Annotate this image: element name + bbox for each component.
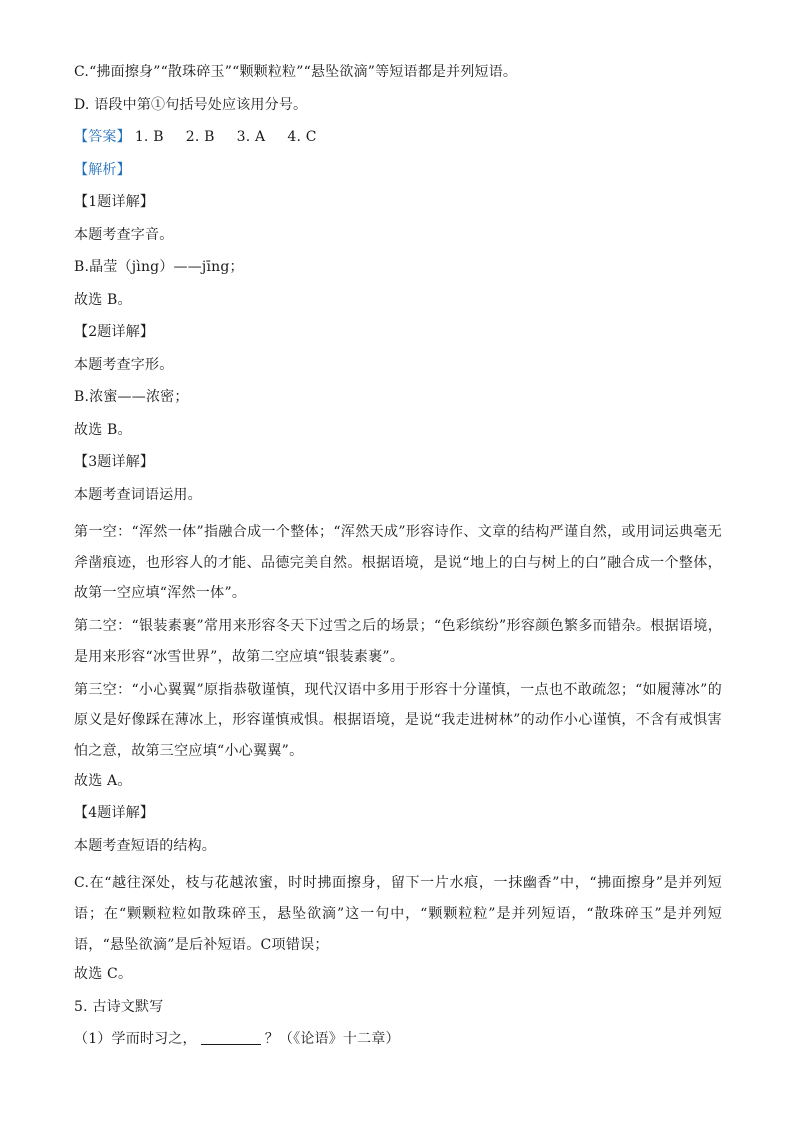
q3-paragraph-3: 第三空：“小心翼翼”原指恭敬谨慎，现代汉语中多用于形容十分谨慎，一点也不敢疏忽；“如履薄冰”的原义是好像踩在薄冰上，形容谨慎戒惧。根据语境，是说“我走进树林”的动作小心谨慎，不含有戒惧害怕之意，故第三空应填“小心翼翼”。 [74,681,722,759]
q4-desc: 本题考查短语的结构。 [74,837,216,854]
answer-2: 2. B [185,129,215,145]
q3-paragraph-1: 第一空：“浑然一体”指融合成一个整体；“浑然天成”形容诗作、文章的结构严谨自然，或用词运典毫无斧凿痕迹，也形容人的才能、品德完美自然。根据语境，是说“地上的白与树上的白”融合成一个整体，故第一空应填“浑然一体”。 [74,524,722,602]
q5-answer-blank [201,1030,261,1045]
q4-paragraph-1: C.在“越往深处，枝与花越浓蜜，时时拂面擦身，留下一片水痕，一抹幽香”中，“拂面擦身”是并列短语；在“颗颗粒粒如散珠碎玉，悬坠欲滴”这一句中，“颗颗粒粒”是并列短语，“散珠碎玉”是并列短语，“悬坠欲滴”是后补短语。C项错误； [74,875,722,953]
option-d: D. 语段中第①句括号处应该用分号。 [74,96,308,113]
analysis-tag [74,160,722,180]
answer-3: 3. A [236,129,266,145]
option-c: C.“拂面擦身”“散珠碎玉”“颗颗粒粒”“悬坠欲滴”等短语都是并列短语。 [74,64,518,80]
answer-4: 4. C [287,129,317,145]
q2-title: 【2题详解】 [74,324,155,340]
answer-1: 1. B [134,129,164,145]
answer-line [74,127,722,147]
q5-item-1-post: ？（《论语》十二章） [264,1031,400,1048]
answer-tag: 【答案】 [74,129,131,145]
q1-title: 【1题详解】 [74,194,155,210]
q1-detail: B.晶莹（jìng）——jīng； [74,259,244,275]
q3-title: 【3题详解】 [74,454,155,470]
q4-choice: 故选 C。 [74,966,133,983]
q1-choice: 故选 B。 [74,291,132,308]
q3-choice: 故选 A。 [74,772,132,789]
q5-item-1-pre: （1）学而时习之， [74,1031,197,1048]
q3-desc: 本题考查词语运用。 [74,486,202,503]
q3-paragraph-2: 第二空：“银装素裹”常用来形容冬天下过雪之后的场景；“色彩缤纷”形容颜色繁多而错杂。根据语境，是用来形容“冰雪世界”，故第二空应填“银装素裹”。 [74,618,722,665]
q1-desc: 本题考查字音。 [74,226,174,243]
q2-desc: 本题考查字形。 [74,356,174,373]
analysis-tag-text: 【解析】 [74,161,131,178]
q5-title: 5. 古诗文默写 [74,998,164,1015]
q4-title: 【4题详解】 [74,805,155,822]
q2-detail: B.浓蜜——浓密； [74,389,189,405]
document-page [74,62,722,1062]
q2-choice: 故选 B。 [74,421,132,438]
q5-item-1 [74,1029,722,1049]
